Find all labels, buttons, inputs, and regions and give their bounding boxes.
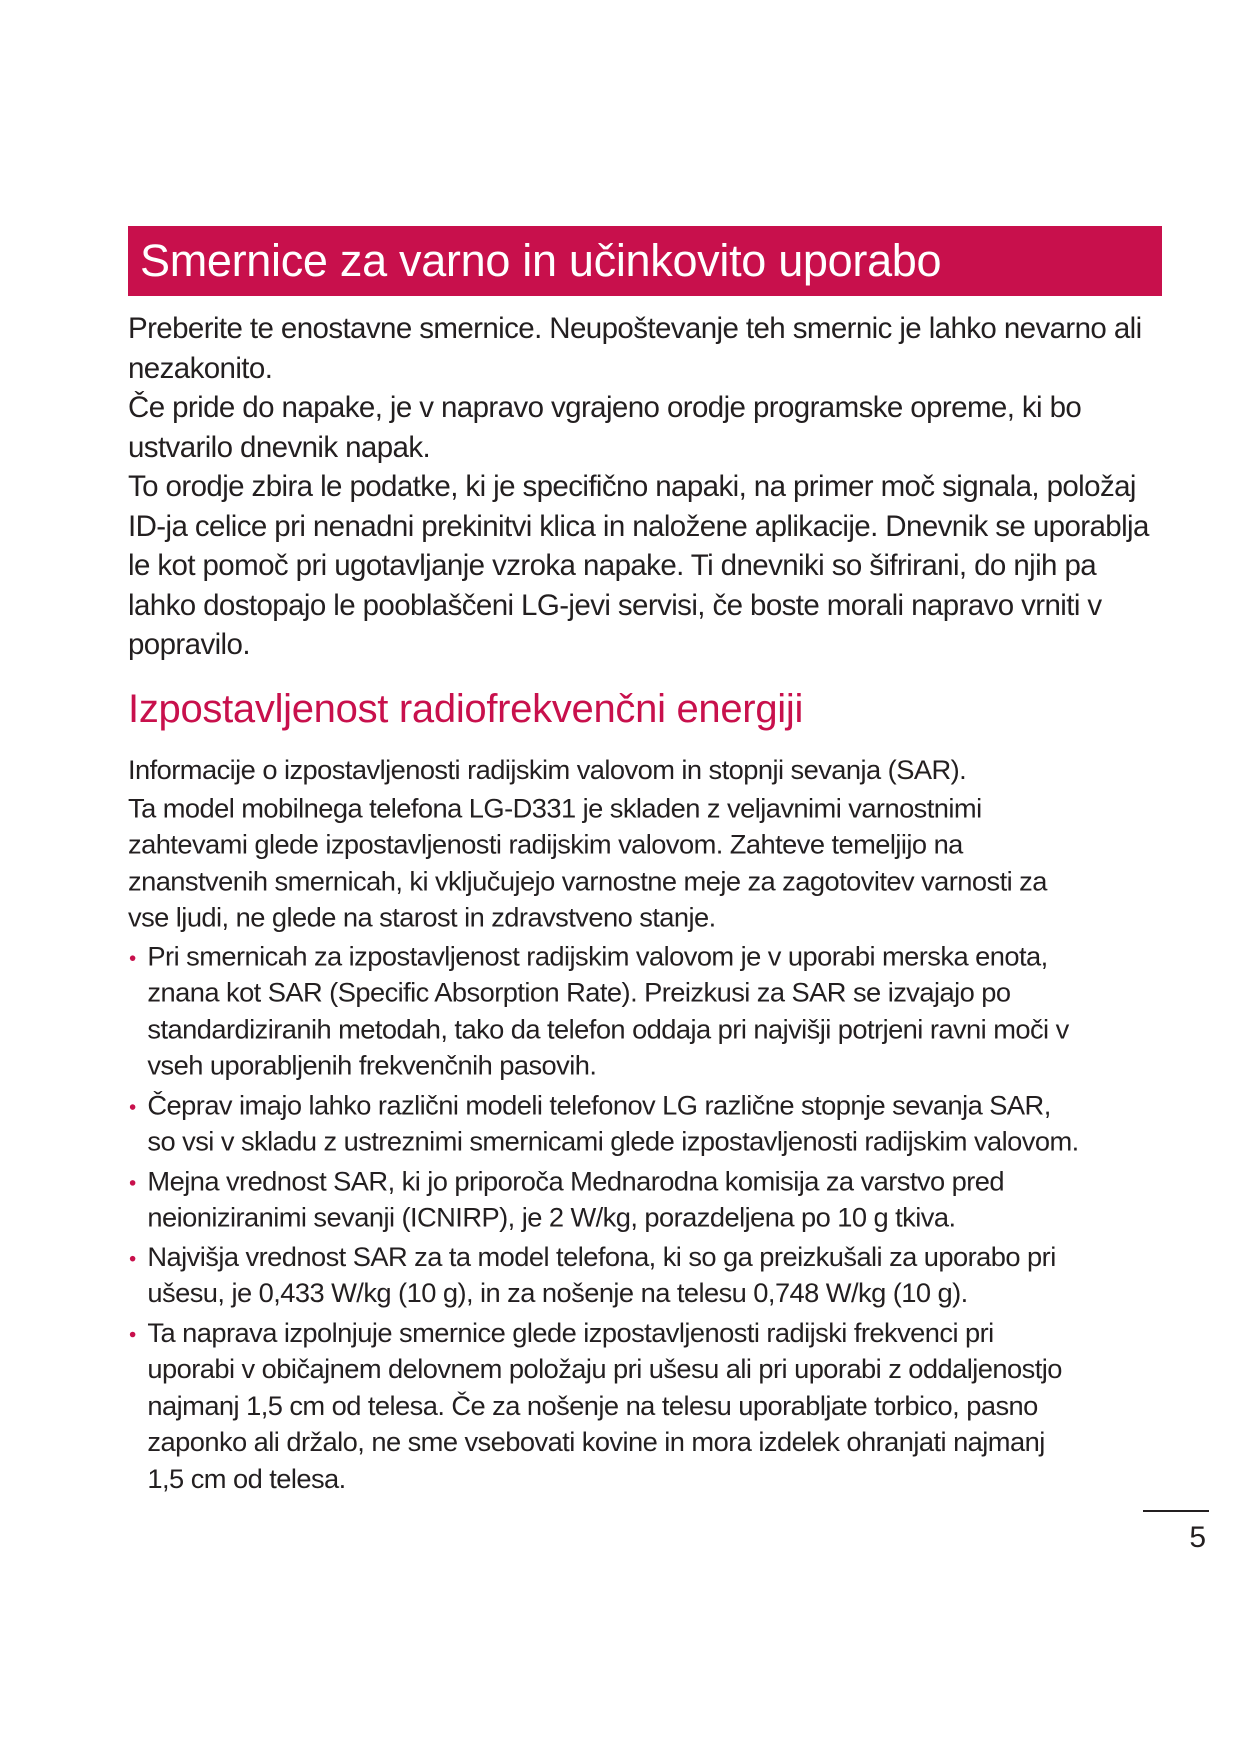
intro-text [128,309,1163,665]
section-paragraph: Ta model mobilnega telefona LG-D331 je skladen z veljavnimi varnostnimi zahtevami glede izpostavljenosti radijskim valovom. Zahteve temeljijo na znanstvenih smernicah, ki vključujejo varnostne meje za zagotovitev varnosti za vse ljudi, ne glede na starost in zdravstveno stanje. [128,793,1047,934]
section-title: Izpostavljenost radiofrekvenčni energiji [128,687,804,731]
list-item: Ta naprava izpolnjuje smernice glede izpostavljenosti radijski frekvenci pri uporabi v običajnem delovnem položaju pri ušesu ali pri uporabi z oddaljenostjo najmanj 1,5 cm od telesa. Če za nošenje na telesu uporabljate torbico, pasno zaponko ali držalo, ne sme vsebovati kovine in mora izdelek ohranjati najmanj 1,5 cm od telesa. [128,1315,1085,1498]
page-number-rule [1143,1510,1209,1512]
list-item: Pri smernicah za izpostavljenost radijskim valovom je v uporabi merska enota, znana kot SAR (Specific Absorption Rate). Preizkusi za SAR se izvajajo po standardiziranih metodah, tako da telefon oddaja pri najvišji potrjeni ravni moči v vseh uporabljenih frekvenčnih pasovih. [128,938,1085,1084]
list-item: Mejna vrednost SAR, ki jo priporoča Mednarodna komisija za varstvo pred neioniziranimi sevanji (ICNIRP), je 2 W/kg, porazdeljena po 10 g tkiva. [128,1163,1085,1236]
intro-paragraph: Preberite te enostavne smernice. Neupoštevanje teh smernic je lahko nevarno ali nezakonito. [128,312,1142,385]
page-number: 5 [1189,1521,1206,1554]
bullet-list [128,938,1085,1497]
page-title: Smernice za varno in učinkovito uporabo [140,235,942,286]
title-banner [128,226,1162,296]
intro-paragraph: Če pride do napake, je v napravo vgrajeno orodje programske opreme, ki bo ustvarilo dnevnik napak. [128,391,1082,464]
list-item: Čeprav imajo lahko različni modeli telefonov LG različne stopnje sevanja SAR, so vsi v skladu z ustreznimi smernicami glede izpostavljenosti radijskim valovom. [128,1087,1085,1160]
section-paragraph: Informacije o izpostavljenosti radijskim valovom in stopnji sevanja (SAR). [128,754,967,786]
list-item: Najvišja vrednost SAR za ta model telefona, ki so ga preizkušali za uporabo pri ušesu, je 0,433 W/kg (10 g), in za nošenje na telesu 0,748 W/kg (10 g). [128,1239,1085,1312]
intro-paragraph: To orodje zbira le podatke, ki je specifično napaki, na primer moč signala, položaj ID-ja celice pri nenadni prekinitvi klica in naložene aplikacije. Dnevnik se uporablja le kot pomoč pri ugotavljanje vzroka napake. Ti dnevniki so šifrirani, do njih pa lahko dostopajo le pooblaščeni LG-jevi servisi, če boste morali napravo vrniti v popravilo. [128,470,1149,661]
section-body [128,752,1085,1500]
